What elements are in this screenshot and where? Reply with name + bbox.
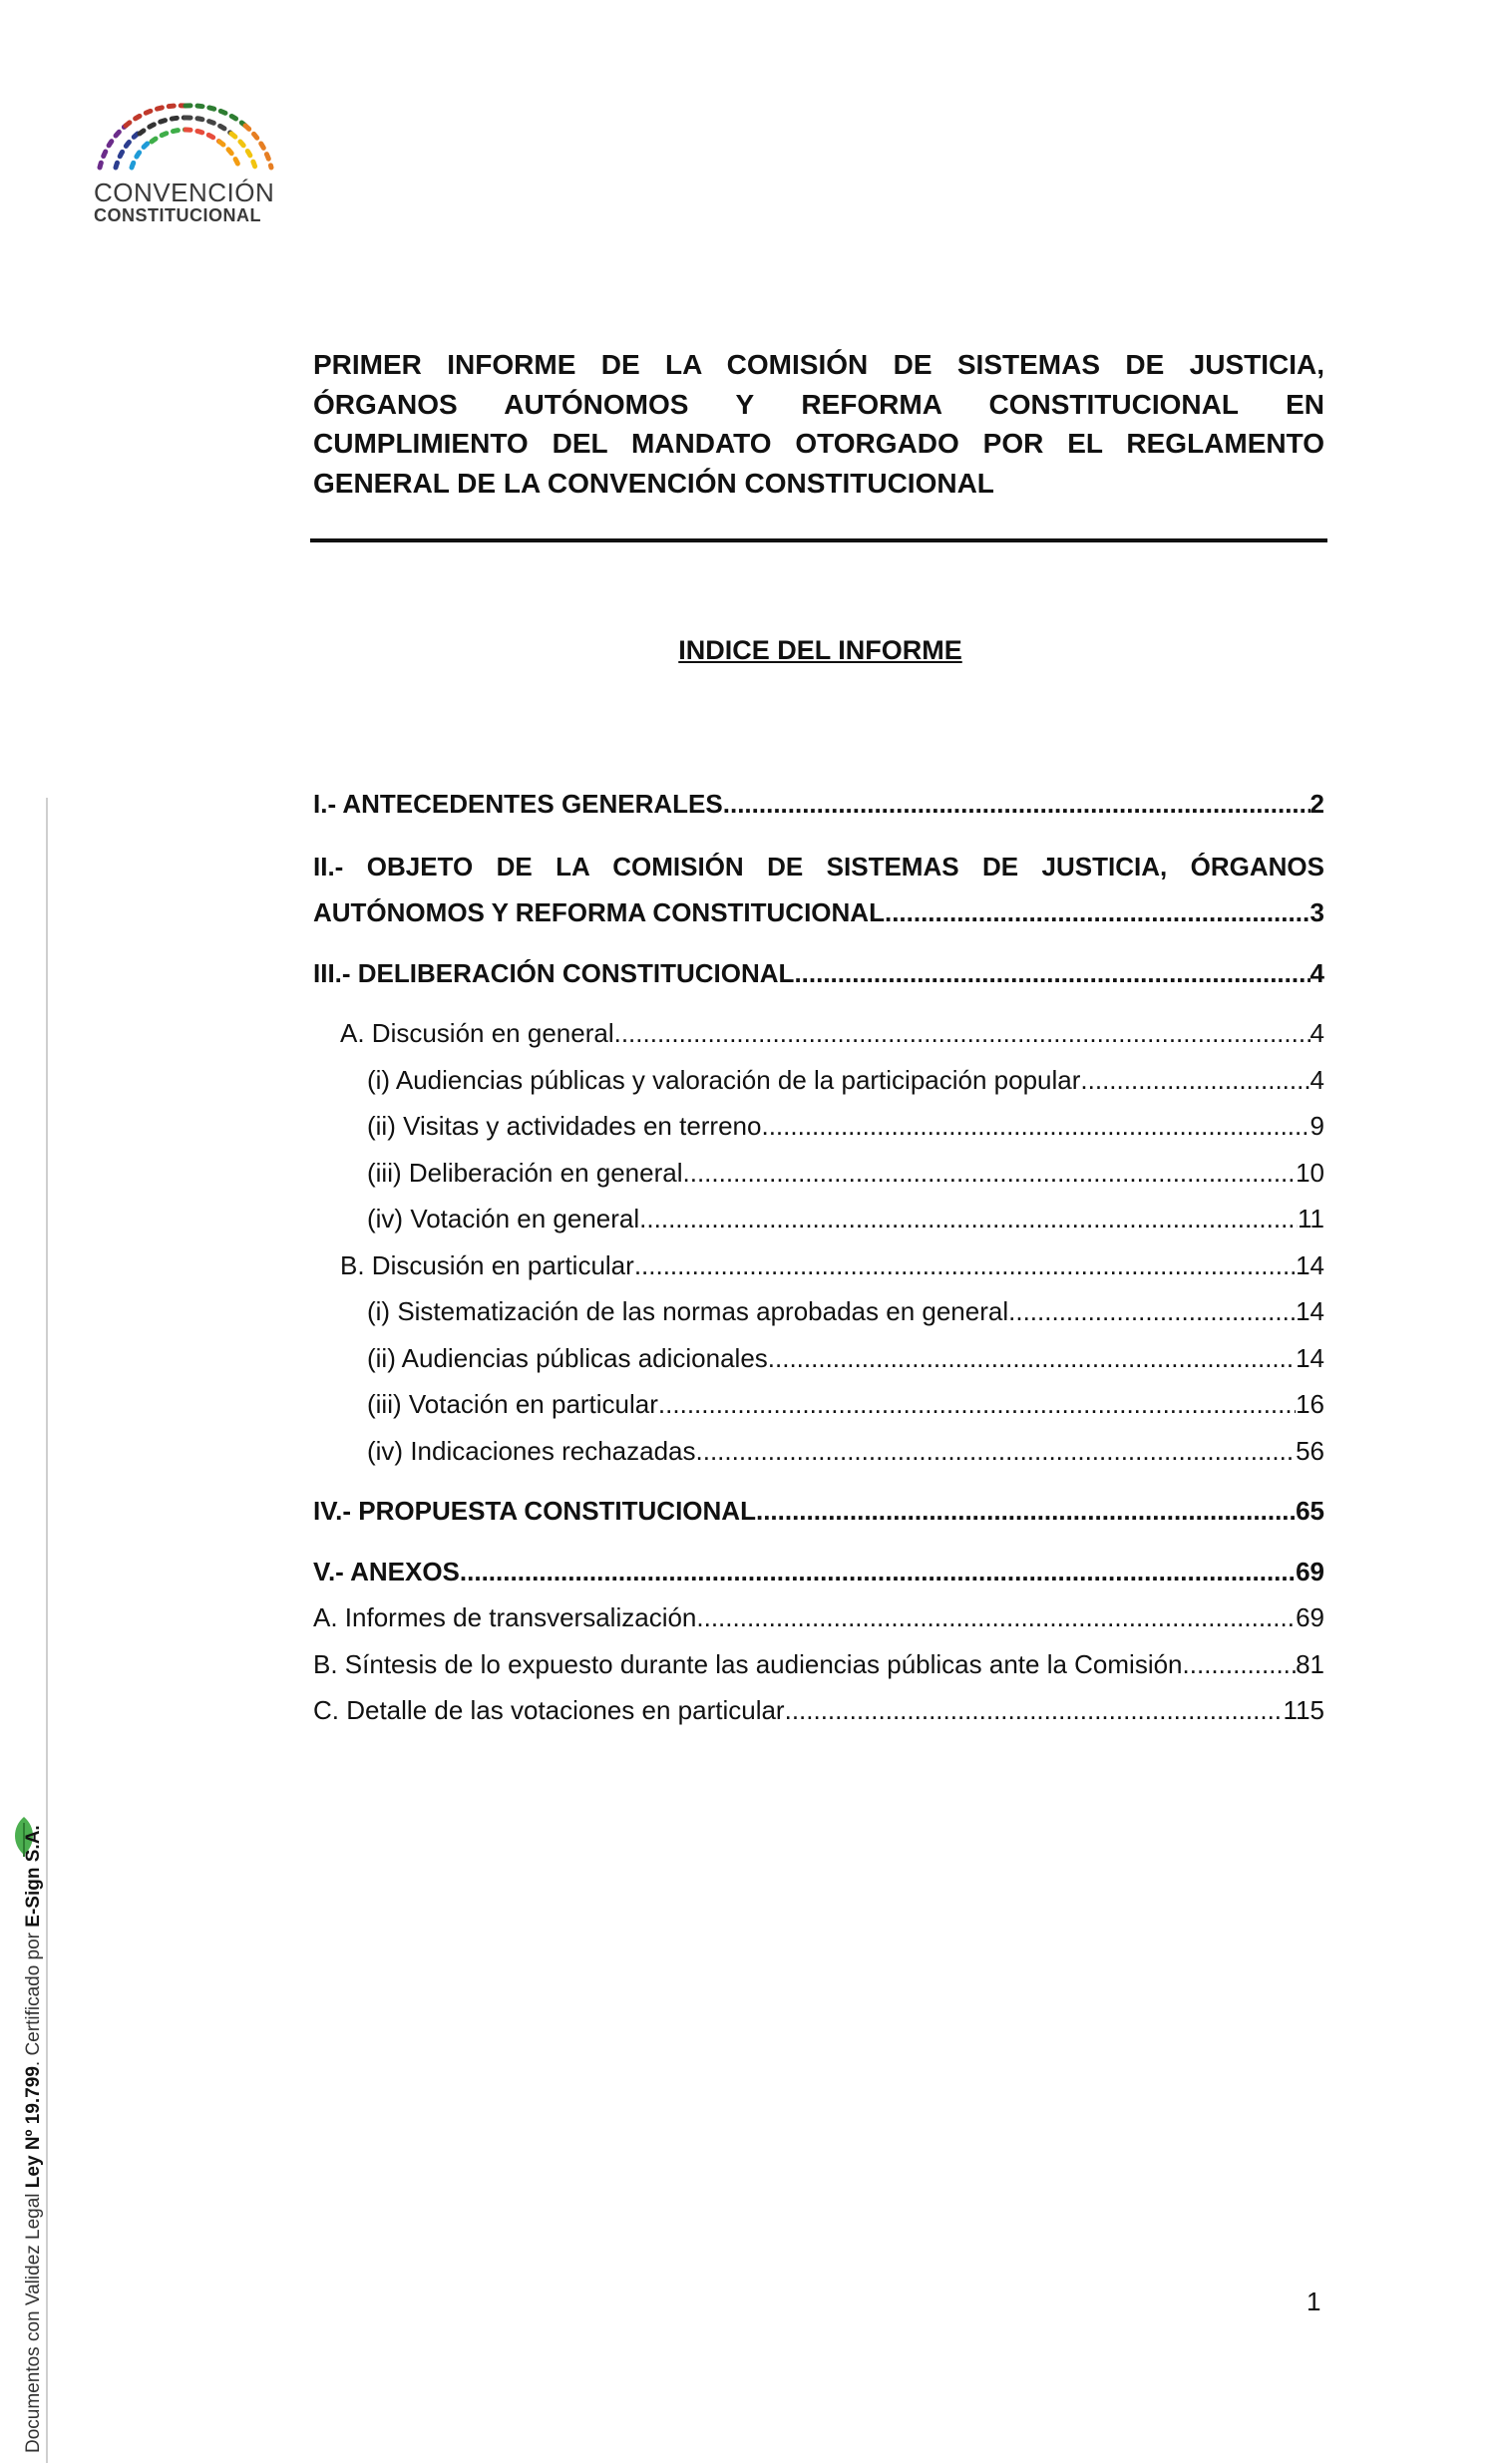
toc-page: 4: [1309, 1018, 1324, 1048]
logo-text-constitucional: CONSTITUCIONAL: [94, 205, 261, 225]
toc-entry-v-b[interactable]: [313, 1641, 1324, 1688]
logo-text-convencion: CONVENCIÓN: [94, 177, 275, 207]
toc-page: 14: [1296, 1342, 1324, 1373]
toc-label: III.- DELIBERACIÓN CONSTITUCIONAL: [313, 957, 795, 988]
toc-entry-iii-b[interactable]: [313, 1242, 1324, 1289]
toc-entry-v[interactable]: [313, 1549, 1324, 1595]
toc-page: 69: [1296, 1602, 1324, 1632]
toc-label: (ii) Audiencias públicas adicionales: [367, 1342, 768, 1373]
toc-label: (iv) Indicaciones rechazadas: [367, 1435, 696, 1466]
sidebar-divider: [46, 798, 48, 2463]
toc-page: 11: [1298, 1204, 1324, 1233]
toc-page: 69: [1296, 1556, 1324, 1586]
title-divider: [310, 538, 1327, 542]
report-title: PRIMER INFORME DE LA COMISIÓN DE SISTEMAS DE JUSTICIA, ÓRGANOS AUTÓNOMOS Y REFORMA CONSTITUCIONAL EN CUMPLIMIENTO DEL MANDATO OTORGADO POR EL REGLAMENTO GENERAL DE LA CONVENCIÓN CONSTITUCIONAL: [313, 349, 1324, 499]
toc-page: 4: [1309, 957, 1324, 988]
toc-page: 3: [1309, 897, 1324, 927]
toc-label: (iv) Votación en general: [367, 1204, 640, 1233]
toc-entry-v-a[interactable]: [313, 1594, 1324, 1641]
toc-entry-iii-b-i[interactable]: [313, 1288, 1324, 1335]
toc-entry-iii[interactable]: [313, 950, 1324, 997]
toc-page: 16: [1296, 1389, 1324, 1419]
esign-certification-text: [23, 1825, 45, 2453]
toc-entry-i[interactable]: [313, 781, 1324, 828]
toc-entry-iii-a-iii[interactable]: [313, 1150, 1324, 1197]
toc-label: V.- ANEXOS: [313, 1556, 460, 1586]
toc-page: 115: [1283, 1695, 1324, 1725]
toc-page: 56: [1296, 1435, 1324, 1466]
toc-label: A. Informes de transversalización: [313, 1602, 697, 1632]
esign-law: Ley Nº 19.799: [23, 2066, 44, 2189]
toc-page: 81: [1296, 1648, 1324, 1679]
toc-label: AUTÓNOMOS Y REFORMA CONSTITUCIONAL: [313, 897, 885, 927]
toc-entry-iii-a-iv[interactable]: [313, 1196, 1324, 1242]
toc-label: IV.- PROPUESTA CONSTITUCIONAL: [313, 1496, 756, 1526]
esign-middle: . Certificado por: [23, 1927, 44, 2067]
table-of-contents: [313, 781, 1324, 1734]
toc-entry-ii[interactable]: [313, 889, 1324, 936]
toc-label: (iii) Votación en particular: [367, 1389, 658, 1419]
toc-label: C. Detalle de las votaciones en particular: [313, 1695, 785, 1725]
toc-entry-iii-b-iii[interactable]: [313, 1381, 1324, 1428]
toc-label: (ii) Visitas y actividades en terreno: [367, 1111, 762, 1141]
toc-entry-iii-a-ii[interactable]: [313, 1103, 1324, 1150]
toc-entry-iii-b-iv[interactable]: [313, 1428, 1324, 1475]
index-title: INDICE DEL INFORME: [678, 635, 962, 665]
logo-arcs-icon: [86, 98, 285, 177]
toc-page: 10: [1296, 1157, 1324, 1188]
toc-entry-ii-line1[interactable]: II.- OBJETO DE LA COMISIÓN DE SISTEMAS DE JUSTICIA, ÓRGANOS: [313, 851, 1324, 881]
toc-label: I.- ANTECEDENTES GENERALES: [313, 789, 723, 819]
toc-entry-iii-a[interactable]: [313, 1010, 1324, 1057]
toc-page: 14: [1296, 1249, 1324, 1280]
toc-label: B. Síntesis de lo expuesto durante las audiencias públicas ante la Comisión: [313, 1648, 1183, 1679]
toc-label: A. Discusión en general: [340, 1018, 614, 1048]
toc-page: 14: [1296, 1296, 1324, 1326]
toc-page: 4: [1309, 1064, 1324, 1095]
toc-page: 65: [1296, 1496, 1324, 1526]
toc-entry-iii-b-ii[interactable]: [313, 1335, 1324, 1382]
toc-label: B. Discusión en particular: [340, 1249, 634, 1280]
toc-page: 2: [1309, 789, 1324, 819]
esign-prefix: Documentos con Validez Legal: [23, 2188, 44, 2453]
esign-company: E-Sign S.A.: [23, 1825, 44, 1928]
toc-label: (i) Sistematización de las normas aprobadas en general: [367, 1296, 1009, 1326]
toc-label: (i) Audiencias públicas y valoración de la participación popular: [367, 1064, 1081, 1095]
toc-entry-iii-a-i[interactable]: [313, 1057, 1324, 1104]
page-number: 1: [1307, 2287, 1321, 2316]
toc-label: (iii) Deliberación en general: [367, 1157, 683, 1188]
toc-page: 9: [1309, 1111, 1324, 1141]
toc-entry-iv[interactable]: [313, 1488, 1324, 1535]
convencion-logo: [86, 98, 295, 237]
toc-entry-v-c[interactable]: [313, 1687, 1324, 1734]
